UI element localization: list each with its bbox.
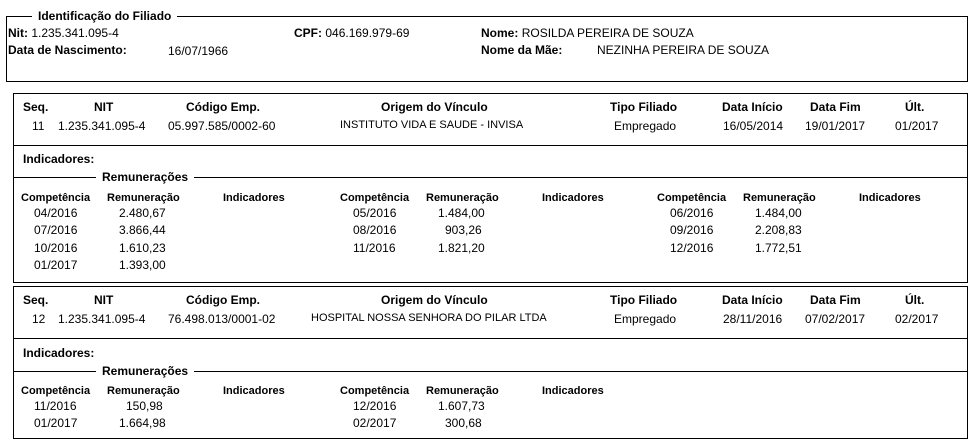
- vinculo-right-border: [967, 286, 968, 439]
- col-competencia: Competência: [340, 192, 410, 204]
- table-cell: 11/2016: [353, 241, 396, 255]
- vinculo-seq: 11: [32, 119, 45, 133]
- vinculo-fim: 19/01/2017: [805, 119, 866, 133]
- nome-label: Nome:: [481, 26, 519, 40]
- col-indicadores: Indicadores: [542, 385, 604, 397]
- header-fim: Data Fim: [810, 293, 861, 307]
- header-origem: Origem do Vínculo: [381, 100, 488, 114]
- table-cell: 04/2016: [34, 206, 78, 220]
- nit-label: Nit:: [8, 26, 28, 40]
- cpf-row: [294, 26, 409, 40]
- table-cell: 06/2016: [670, 206, 714, 220]
- header-seq: Seq.: [23, 293, 49, 307]
- vinculo-codigo: 05.997.585/0002-60: [168, 119, 276, 133]
- col-competencia: Competência: [340, 385, 410, 397]
- header-tipo: Tipo Filiado: [610, 100, 678, 114]
- vinculo-bottom-border: [13, 282, 968, 283]
- table-cell: 1.393,00: [119, 258, 166, 272]
- remuneracoes-legend: Remunerações: [96, 364, 194, 378]
- table-cell: 1.610,23: [119, 241, 166, 255]
- indicadores-divider: [13, 338, 968, 339]
- header-inicio: Data Início: [722, 293, 783, 307]
- indicadores-label: Indicadores:: [23, 152, 95, 166]
- table-cell: 903,26: [445, 223, 482, 237]
- col-remuneracao: Remuneração: [743, 192, 816, 204]
- table-cell: 07/2016: [34, 223, 78, 237]
- nome-row: [481, 26, 694, 40]
- mae-label: Nome da Mãe:: [481, 43, 563, 57]
- table-cell: 1.484,00: [755, 206, 802, 220]
- vinculo-tipo: Empregado: [614, 312, 677, 326]
- vinculo-codigo: 76.498.013/0001-02: [168, 312, 276, 326]
- table-cell: 05/2016: [353, 206, 397, 220]
- header-codigo: Código Emp.: [186, 293, 260, 307]
- col-indicadores: Indicadores: [223, 385, 285, 397]
- cpf-value: 046.169.979-69: [325, 26, 410, 40]
- remuneracoes-legend: Remunerações: [96, 170, 194, 184]
- col-remuneracao: Remuneração: [426, 385, 499, 397]
- table-cell: 02/2017: [353, 416, 397, 430]
- vinculo-nit: 1.235.341.095-4: [58, 312, 146, 326]
- header-inicio: Data Início: [722, 100, 783, 114]
- vinculo-top-border: [13, 93, 968, 94]
- table-cell: 1.607,73: [438, 399, 485, 413]
- header-codigo: Código Emp.: [186, 100, 260, 114]
- table-cell: 150,98: [126, 399, 163, 413]
- vinculo-ult: 02/2017: [895, 312, 939, 326]
- nit-value: 1.235.341.095-4: [31, 26, 119, 40]
- table-cell: 1.821,20: [438, 241, 485, 255]
- table-cell: 1.664,98: [119, 416, 166, 430]
- col-indicadores: Indicadores: [859, 192, 921, 204]
- header-ult: Últ.: [905, 100, 925, 114]
- filiado-left-border: [6, 16, 7, 82]
- header-nit: NIT: [94, 293, 114, 307]
- header-origem: Origem do Vínculo: [381, 293, 488, 307]
- header-ult: Últ.: [905, 293, 925, 307]
- table-cell: 08/2016: [353, 223, 397, 237]
- col-competencia: Competência: [657, 192, 727, 204]
- table-cell: 12/2016: [670, 241, 714, 255]
- col-competencia: Competência: [21, 385, 91, 397]
- vinculo-nit: 1.235.341.095-4: [58, 119, 146, 133]
- vinculo-seq: 12: [32, 312, 46, 326]
- indicadores-divider: [13, 145, 968, 146]
- indicadores-label: Indicadores:: [23, 346, 95, 360]
- table-cell: 10/2016: [34, 241, 78, 255]
- table-cell: 12/2016: [353, 399, 397, 413]
- col-indicadores: Indicadores: [542, 192, 604, 204]
- table-cell: 1.484,00: [438, 206, 485, 220]
- nit-row: [8, 26, 119, 40]
- header-seq: Seq.: [23, 100, 49, 114]
- vinculo-ult: 01/2017: [895, 119, 939, 133]
- table-cell: 01/2017: [34, 258, 78, 272]
- table-cell: 01/2017: [34, 416, 78, 430]
- col-remuneracao: Remuneração: [426, 192, 499, 204]
- vinculo-origem: INSTITUTO VIDA E SAUDE - INVISA: [340, 119, 524, 131]
- table-cell: 11/2016: [34, 399, 77, 413]
- vinculo-inicio: 16/05/2014: [723, 119, 784, 133]
- table-cell: 300,68: [445, 416, 482, 430]
- cpf-label: CPF:: [294, 26, 322, 40]
- vinculo-left-border: [13, 93, 14, 283]
- nascimento-label: Data de Nascimento:: [8, 43, 127, 57]
- col-remuneracao: Remuneração: [107, 192, 180, 204]
- vinculo-top-border: [13, 286, 968, 287]
- vinculo-bottom-border: [13, 438, 968, 439]
- vinculo-left-border: [13, 286, 14, 439]
- vinculo-fim: 07/02/2017: [805, 312, 866, 326]
- table-cell: 3.866,44: [119, 223, 166, 237]
- vinculo-inicio: 28/11/2016: [723, 312, 783, 326]
- filiado-right-border: [967, 16, 968, 82]
- nascimento-value: 16/07/1966: [168, 44, 229, 58]
- vinculo-right-border: [967, 93, 968, 283]
- header-fim: Data Fim: [810, 100, 861, 114]
- filiado-legend: Identificação do Filiado: [32, 9, 177, 23]
- table-cell: 1.772,51: [755, 241, 802, 255]
- table-cell: 2.480,67: [119, 206, 166, 220]
- vinculo-origem: HOSPITAL NOSSA SENHORA DO PILAR LTDA: [311, 312, 547, 324]
- col-indicadores: Indicadores: [223, 192, 285, 204]
- header-tipo: Tipo Filiado: [610, 293, 678, 307]
- mae-value: NEZINHA PEREIRA DE SOUZA: [597, 43, 770, 57]
- header-nit: NIT: [94, 100, 114, 114]
- table-cell: 2.208,83: [755, 223, 802, 237]
- nome-value: ROSILDA PEREIRA DE SOUZA: [521, 26, 694, 40]
- col-remuneracao: Remuneração: [107, 385, 180, 397]
- col-competencia: Competência: [21, 192, 91, 204]
- filiado-bottom-border: [6, 81, 968, 82]
- table-cell: 09/2016: [670, 223, 714, 237]
- vinculo-tipo: Empregado: [614, 119, 677, 133]
